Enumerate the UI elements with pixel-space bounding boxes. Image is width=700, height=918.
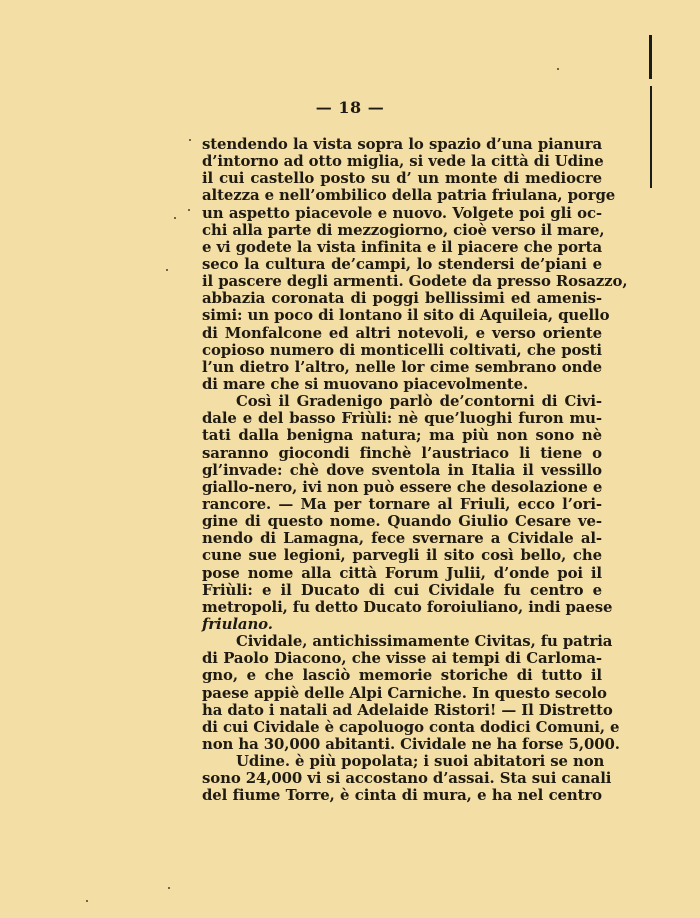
text-line: di Paolo Diacono, che visse ai tempi di Carloma- xyxy=(202,649,602,668)
text-line: il pascere degli armenti. Godete da presso Rosazzo, xyxy=(202,272,628,291)
text-line: un aspetto piacevole e nuovo. Volgete poi gli oc- xyxy=(202,203,602,222)
text-line: Friùli: e il Ducato di cui Cividale fu centro e xyxy=(202,580,602,599)
text-line: cune sue legioni, parvegli il sito così bello, che xyxy=(202,546,602,565)
text-line: stendendo la vista sopra lo spazio d’una pianura xyxy=(202,135,602,153)
text-line: di mare che si muovano piacevolmente. xyxy=(202,374,529,393)
page-edge-shadow-top xyxy=(649,35,652,79)
paper-speck xyxy=(174,217,176,219)
text-line: chi alla parte di mezzogiorno, cioè verso il mare, xyxy=(202,220,605,239)
paper-speck xyxy=(168,887,170,889)
text-line: il cui castello posto su d’ un monte di mediocre xyxy=(202,169,602,188)
text-line: e vi godete la vista infinita e il piacere che porta xyxy=(202,237,602,256)
text-line: gine di questo nome. Quando Giulio Cesare ve- xyxy=(202,512,602,531)
text-line: gl’invade: chè dove sventola in Italia il vessillo xyxy=(202,460,602,479)
paper-speck xyxy=(166,269,168,271)
text-line: Udine. è più popolata; i suoi abitatori se non xyxy=(236,752,605,771)
body-text xyxy=(202,135,628,805)
paper-speck xyxy=(189,139,191,141)
text-line: d’intorno ad otto miglia, si vede la città di Udine xyxy=(202,152,604,171)
text-line: non ha 30,000 abitanti. Cividale ne ha forse 5,000. xyxy=(202,734,620,753)
text-line: dale e del basso Friùli: nè que’luoghi furon mu- xyxy=(202,409,602,428)
paper-speck xyxy=(86,900,88,902)
text-line: di Monfalcone ed altri notevoli, e verso oriente xyxy=(202,323,602,342)
text-line: rancore. — Ma per tornare al Friuli, ecco l’ori- xyxy=(202,494,602,513)
text-line: ha dato i natali ad Adelaide Ristori! — Il Distretto xyxy=(202,700,613,719)
text-line: abbazia coronata di poggi bellissimi ed amenis- xyxy=(202,289,602,308)
paper-speck xyxy=(557,68,559,70)
text-line: sono 24,000 vi si accostano d’assai. Sta sui canali xyxy=(202,769,612,788)
text-line: altezza e nell’ombilico della patria friulana, porge xyxy=(202,186,616,205)
text-line: saranno giocondi finchè l’austriaco li tiene o xyxy=(202,443,602,462)
text-line: nendo di Lamagna, fece svernare a Cividale al- xyxy=(202,529,602,548)
text-line: copioso numero di monticelli coltivati, che posti xyxy=(202,340,602,359)
text-line: l’un dietro l’altro, nelle lor cime sembrano onde xyxy=(202,357,602,376)
text-line: gno, e che lasciò memorie storiche di tutto il xyxy=(202,666,602,685)
text-line: paese appiè delle Alpi Carniche. In questo secolo xyxy=(202,683,607,702)
text-line: friulano. xyxy=(202,614,273,633)
text-line: giallo-nero, ivi non può essere che desolazione e xyxy=(202,477,603,496)
paper-speck xyxy=(188,209,190,211)
text-line: Cividale, antichissimamente Civitas, fu patria xyxy=(236,632,613,651)
text-line: di cui Cividale è capoluogo conta dodici Comuni, e xyxy=(202,717,620,736)
text-line: del fiume Torre, è cinta di mura, e ha nel centro xyxy=(202,786,602,805)
text-line: Così il Gradenigo parlò de’contorni di Civi- xyxy=(236,392,602,411)
text-line: tati dalla benigna natura; ma più non sono nè xyxy=(202,426,602,445)
text-line: metropoli, fu detto Ducato foroiuliano, indi paese xyxy=(202,597,613,616)
page-number: — 18 — xyxy=(315,98,385,117)
text-line: pose nome alla città Forum Julii, d’onde poi il xyxy=(202,563,602,582)
text-line: simi: un poco di lontano il sito di Aquileia, quello xyxy=(202,306,610,325)
text-line: seco la cultura de’campi, lo stendersi de’piani e xyxy=(202,254,602,273)
